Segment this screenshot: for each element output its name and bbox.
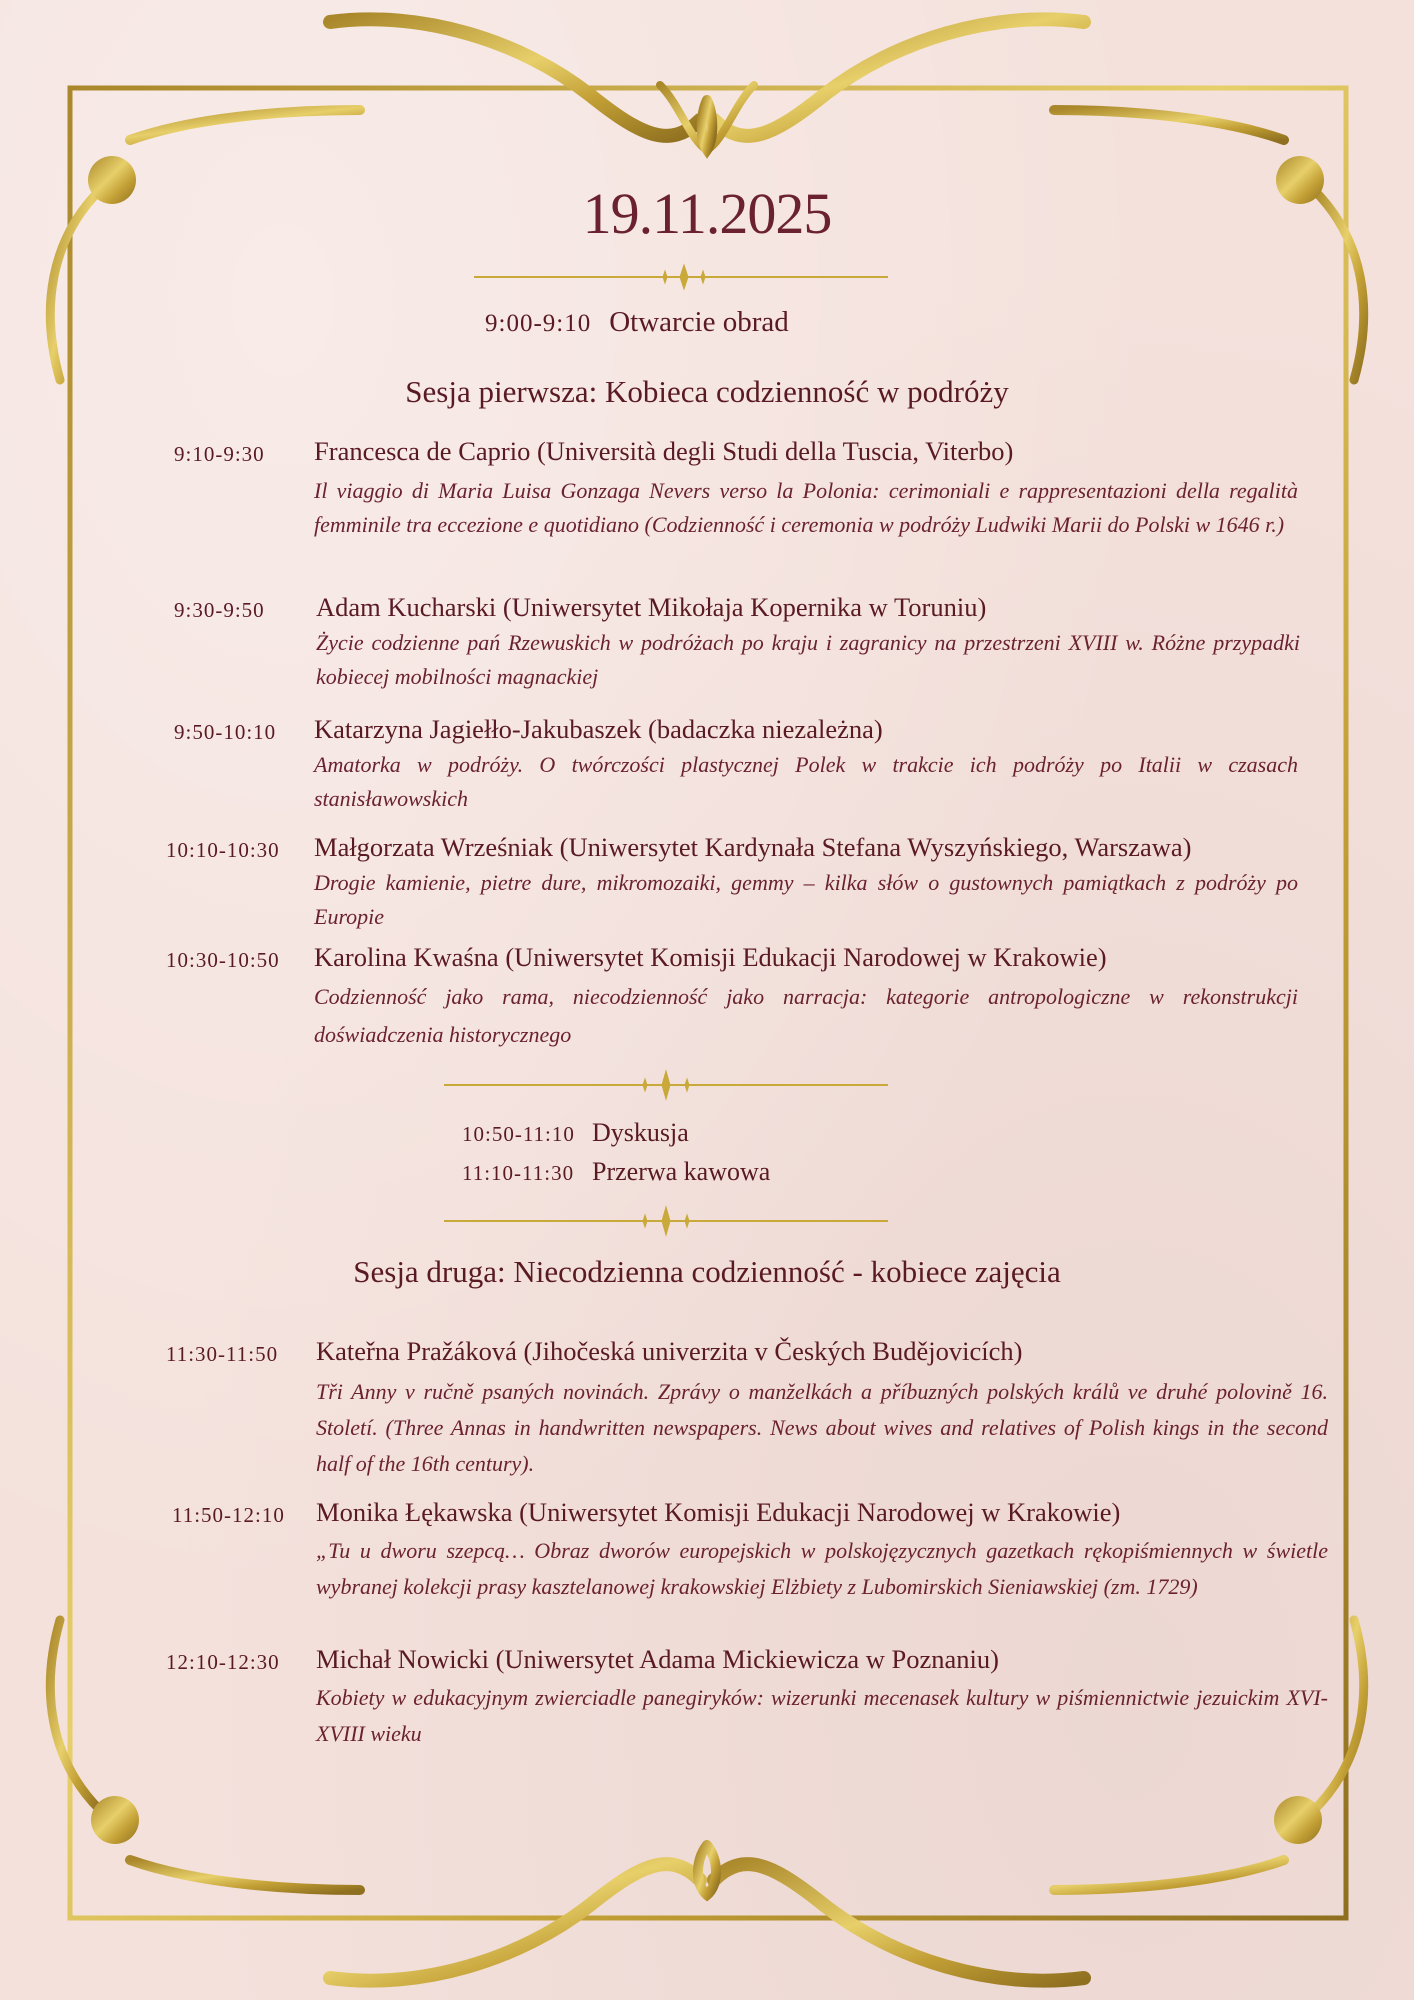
- break-row-coffee: [462, 1157, 770, 1187]
- talk-time: 9:30-9:50: [174, 598, 265, 622]
- talk-title: Tři Anny v ručně psaných novinách. Zprávy o manželkách a příbuzných polských králů ve druhé polovině 16. Století. (Three Annas in handwritten newspapers. News about wives and relatives of Polish kings in the second half of the 16th century).: [316, 1379, 1328, 1476]
- talk-title: Życie codzienne pań Rzewuskich w podróżach po kraju i zagranicy na przestrzeni XVIII w. Różne przypadki kobiecej mobilności magnackiej: [316, 630, 1300, 689]
- page-title-date: 19.11.2025: [582, 181, 832, 246]
- top-flourish: [330, 19, 1084, 150]
- divider-middle: [444, 1071, 888, 1099]
- talk-title: „Tu u dworu szepcą… Obraz dworów europejskich w polskojęzycznych gazetkach rękopiśmiennych w świetle wybranej kolekcji prasy kasztelanowej krakowskiej Elżbiety z Lubomirskich Sieniawskiej (zm. 1729): [316, 1538, 1328, 1599]
- talk-speaker: Monika Łękawska (Uniwersytet Komisji Edukacji Narodowej w Krakowie): [316, 1497, 1121, 1527]
- talk-title: Il viaggio di Maria Luisa Gonzaga Nevers verso la Polonia: cerimoniali e rappresentazioni della regalità femminile tra eccezione e quotidiano (Codzienność i ceremonia w podróży Ludwiki Marii do Polski w 1646 r.): [314, 478, 1298, 537]
- talk-speaker: Michał Nowicki (Uniwersytet Adama Mickiewicza w Poznaniu): [316, 1644, 999, 1674]
- opening-row: [485, 306, 789, 339]
- break-row-discussion: [462, 1118, 689, 1148]
- break-time: 10:50-11:10: [462, 1122, 575, 1146]
- talk-title: Amatorka w podróży. O twórczości plastycznej Polek w trakcie ich podróży po Italii w czasach stanisławowskich: [314, 752, 1298, 811]
- divider-top: [474, 265, 888, 289]
- break-label: Przerwa kawowa: [592, 1157, 771, 1186]
- talk-time: 10:30-10:50: [166, 948, 280, 972]
- talk-speaker: Małgorzata Wrześniak (Uniwersytet Kardynała Stefana Wyszyńskiego, Warszawa): [314, 832, 1192, 862]
- corner-flourish-bottom-right: [1054, 1620, 1364, 1890]
- talk-time: 9:10-9:30: [174, 442, 265, 466]
- talk-speaker: Karolina Kwaśna (Uniwersytet Komisji Edukacji Narodowej w Krakowie): [314, 942, 1107, 972]
- talk-time: 9:50-10:10: [174, 720, 277, 744]
- break-label: Dyskusja: [592, 1118, 689, 1147]
- bottom-flourish: [330, 1845, 1084, 1981]
- talk-time: 11:30-11:50: [166, 1342, 279, 1366]
- talk-title: Drogie kamienie, pietre dure, mikromozaiki, gemmy – kilka słów o gustownych pamiątkach z podróży po Europie: [314, 870, 1298, 929]
- talk-time: 12:10-12:30: [166, 1650, 280, 1674]
- talk-speaker: Kateřna Pražáková (Jihočeská univerzita v Českých Budějovicích): [316, 1336, 1023, 1366]
- talk-time: 10:10-10:30: [166, 838, 280, 862]
- divider-lower: [444, 1207, 888, 1235]
- talk-speaker: Francesca de Caprio (Università degli Studi della Tuscia, Viterbo): [314, 436, 1014, 466]
- session1-title: Sesja pierwsza: Kobieca codzienność w podróży: [405, 374, 1009, 409]
- talk-time: 11:50-12:10: [172, 1503, 285, 1527]
- break-time: 11:10-11:30: [462, 1161, 575, 1185]
- talk-title: Kobiety w edukacyjnym zwierciadle panegiryków: wizerunki mecenasek kultury w piśmiennictwie jezuickim XVI-XVIII wieku: [316, 1685, 1328, 1746]
- session2-title: Sesja druga: Niecodzienna codzienność - kobiece zajęcia: [353, 1254, 1061, 1289]
- opening-label: Otwarcie obrad: [609, 306, 789, 338]
- talk-speaker: Katarzyna Jagiełło-Jakubaszek (badaczka niezależna): [314, 714, 883, 744]
- opening-time: 9:00-9:10: [485, 310, 592, 337]
- talk-title: Codzienność jako rama, niecodzienność jako narracja: kategorie antropologiczne w rekonstrukcji doświadczenia historycznego: [314, 984, 1298, 1047]
- talk-speaker: Adam Kucharski (Uniwersytet Mikołaja Kopernika w Toruniu): [316, 592, 987, 622]
